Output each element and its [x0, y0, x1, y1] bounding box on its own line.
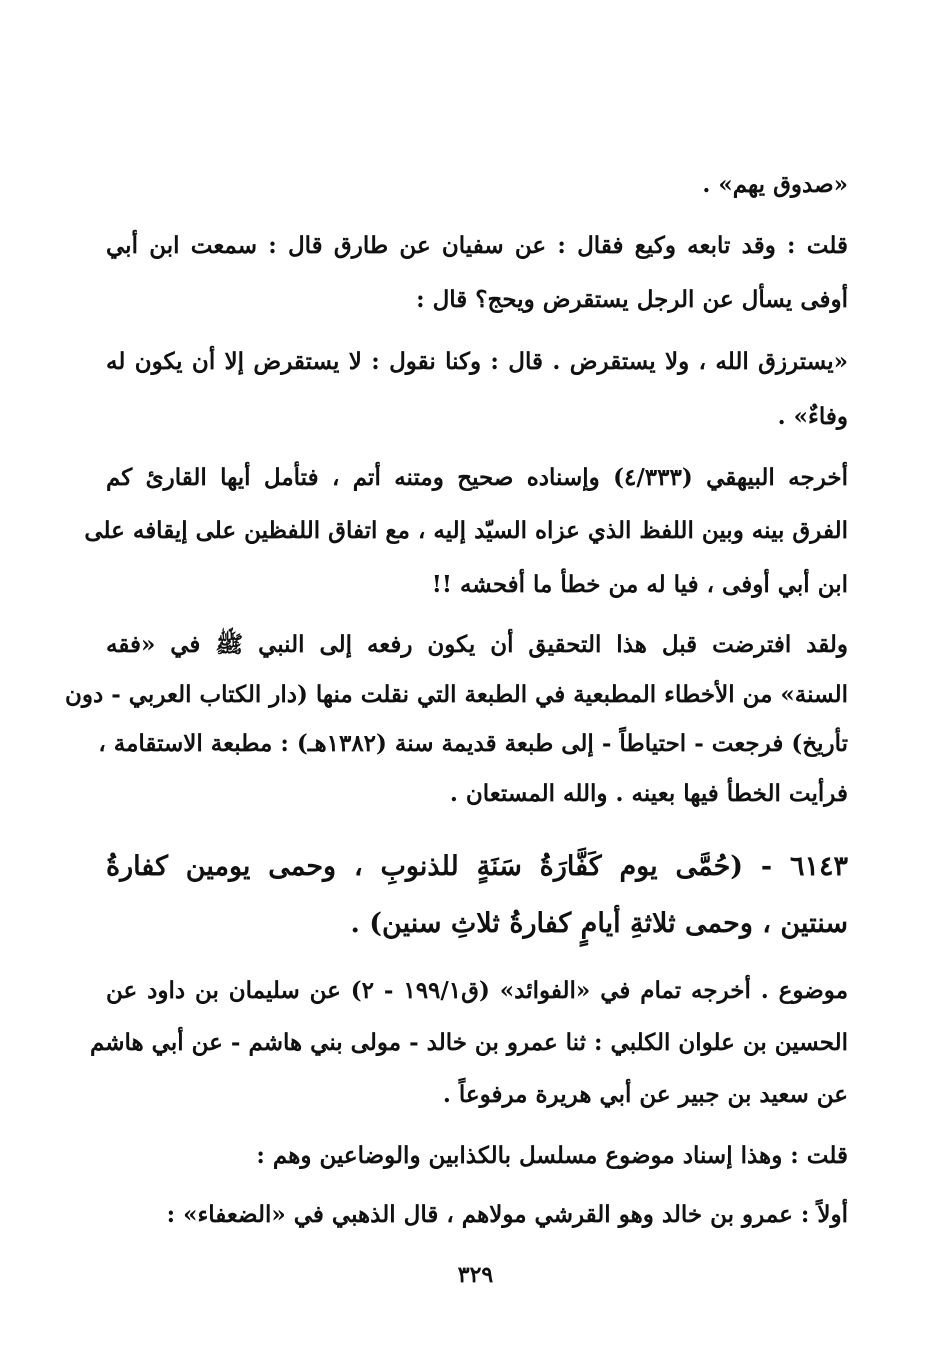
text-line: أوفى يسأل عن الرجل يستقرض ويحج؟ قال :: [416, 286, 848, 313]
text-line: الفرق بينه وبين اللفظ الذي عزاه السيّد إليه ، مع اتفاق اللفظين على إيقافه على: [84, 517, 848, 544]
hadith-heading-line: ٦١٤٣ - (حُمَّى يوم كَفَّارَةُ سَنَةٍ للذنوبِ ، وحمى يومين كفارةُ: [106, 851, 848, 882]
text-line: عن سعيد بن جبير عن أبي هريرة مرفوعاً .: [442, 1081, 848, 1108]
text-line: تأريخ) فرجعت - احتياطاً - إلى طبعة قديمة سنة (١٣٨٢هـ) : مطبعة الاستقامة ،: [98, 730, 848, 757]
text-line: السنة» من الأخطاء المطبعية في الطبعة التي نقلت منها (دار الكتاب العربي - دون: [64, 681, 848, 708]
text-line: الحسين بن علوان الكلبي : ثنا عمرو بن خالد - مولى بني هاشم - عن أبي هاشم: [89, 1029, 848, 1056]
text-line: «يسترزق الله ، ولا يستقرض . قال : وكنا نقول : لا يستقرض إلا أن يكون له: [106, 348, 848, 375]
text-line: موضوع . أخرجه تمام في «الفوائد» (ق١٩٩/١ - ٢) عن سليمان بن داود عن: [106, 977, 849, 1004]
text-line: أخرجه البيهقي (٤/٣٣٣) وإسناده صحيح ومتنه أتم ، فتأمل أيها القارئ كم: [106, 464, 848, 491]
text-line: فرأيت الخطأ فيها بعينه . والله المستعان .: [449, 780, 848, 807]
text-line: ولقد افترضت قبل هذا التحقيق أن يكون رفعه إلى النبي ﷺ في «فقه: [106, 631, 848, 658]
text-line: أولاً : عمرو بن خالد وهو القرشي مولاهم ، قال الذهبي في «الضعفاء» :: [166, 1201, 848, 1228]
page-number: ٣٢٩: [457, 1262, 494, 1288]
text-line: وفاءٌ» .: [777, 403, 848, 430]
text-line: قلت : وقد تابعه وكيع فقال : عن سفيان عن طارق قال : سمعت ابن أبي: [106, 232, 848, 259]
text-line: قلت : وهذا إسناد موضوع مسلسل بالكذابين والوضاعين وهم :: [256, 1142, 848, 1169]
text-line: ابن أبي أوفى ، فيا له من خطأ ما أفحشه !!: [431, 571, 848, 598]
text-line: «صدوق يهم» .: [702, 171, 848, 198]
hadith-heading-line: سنتين ، وحمى ثلاثةِ أيامٍ كفارةُ ثلاثِ سنين) .: [350, 908, 848, 939]
